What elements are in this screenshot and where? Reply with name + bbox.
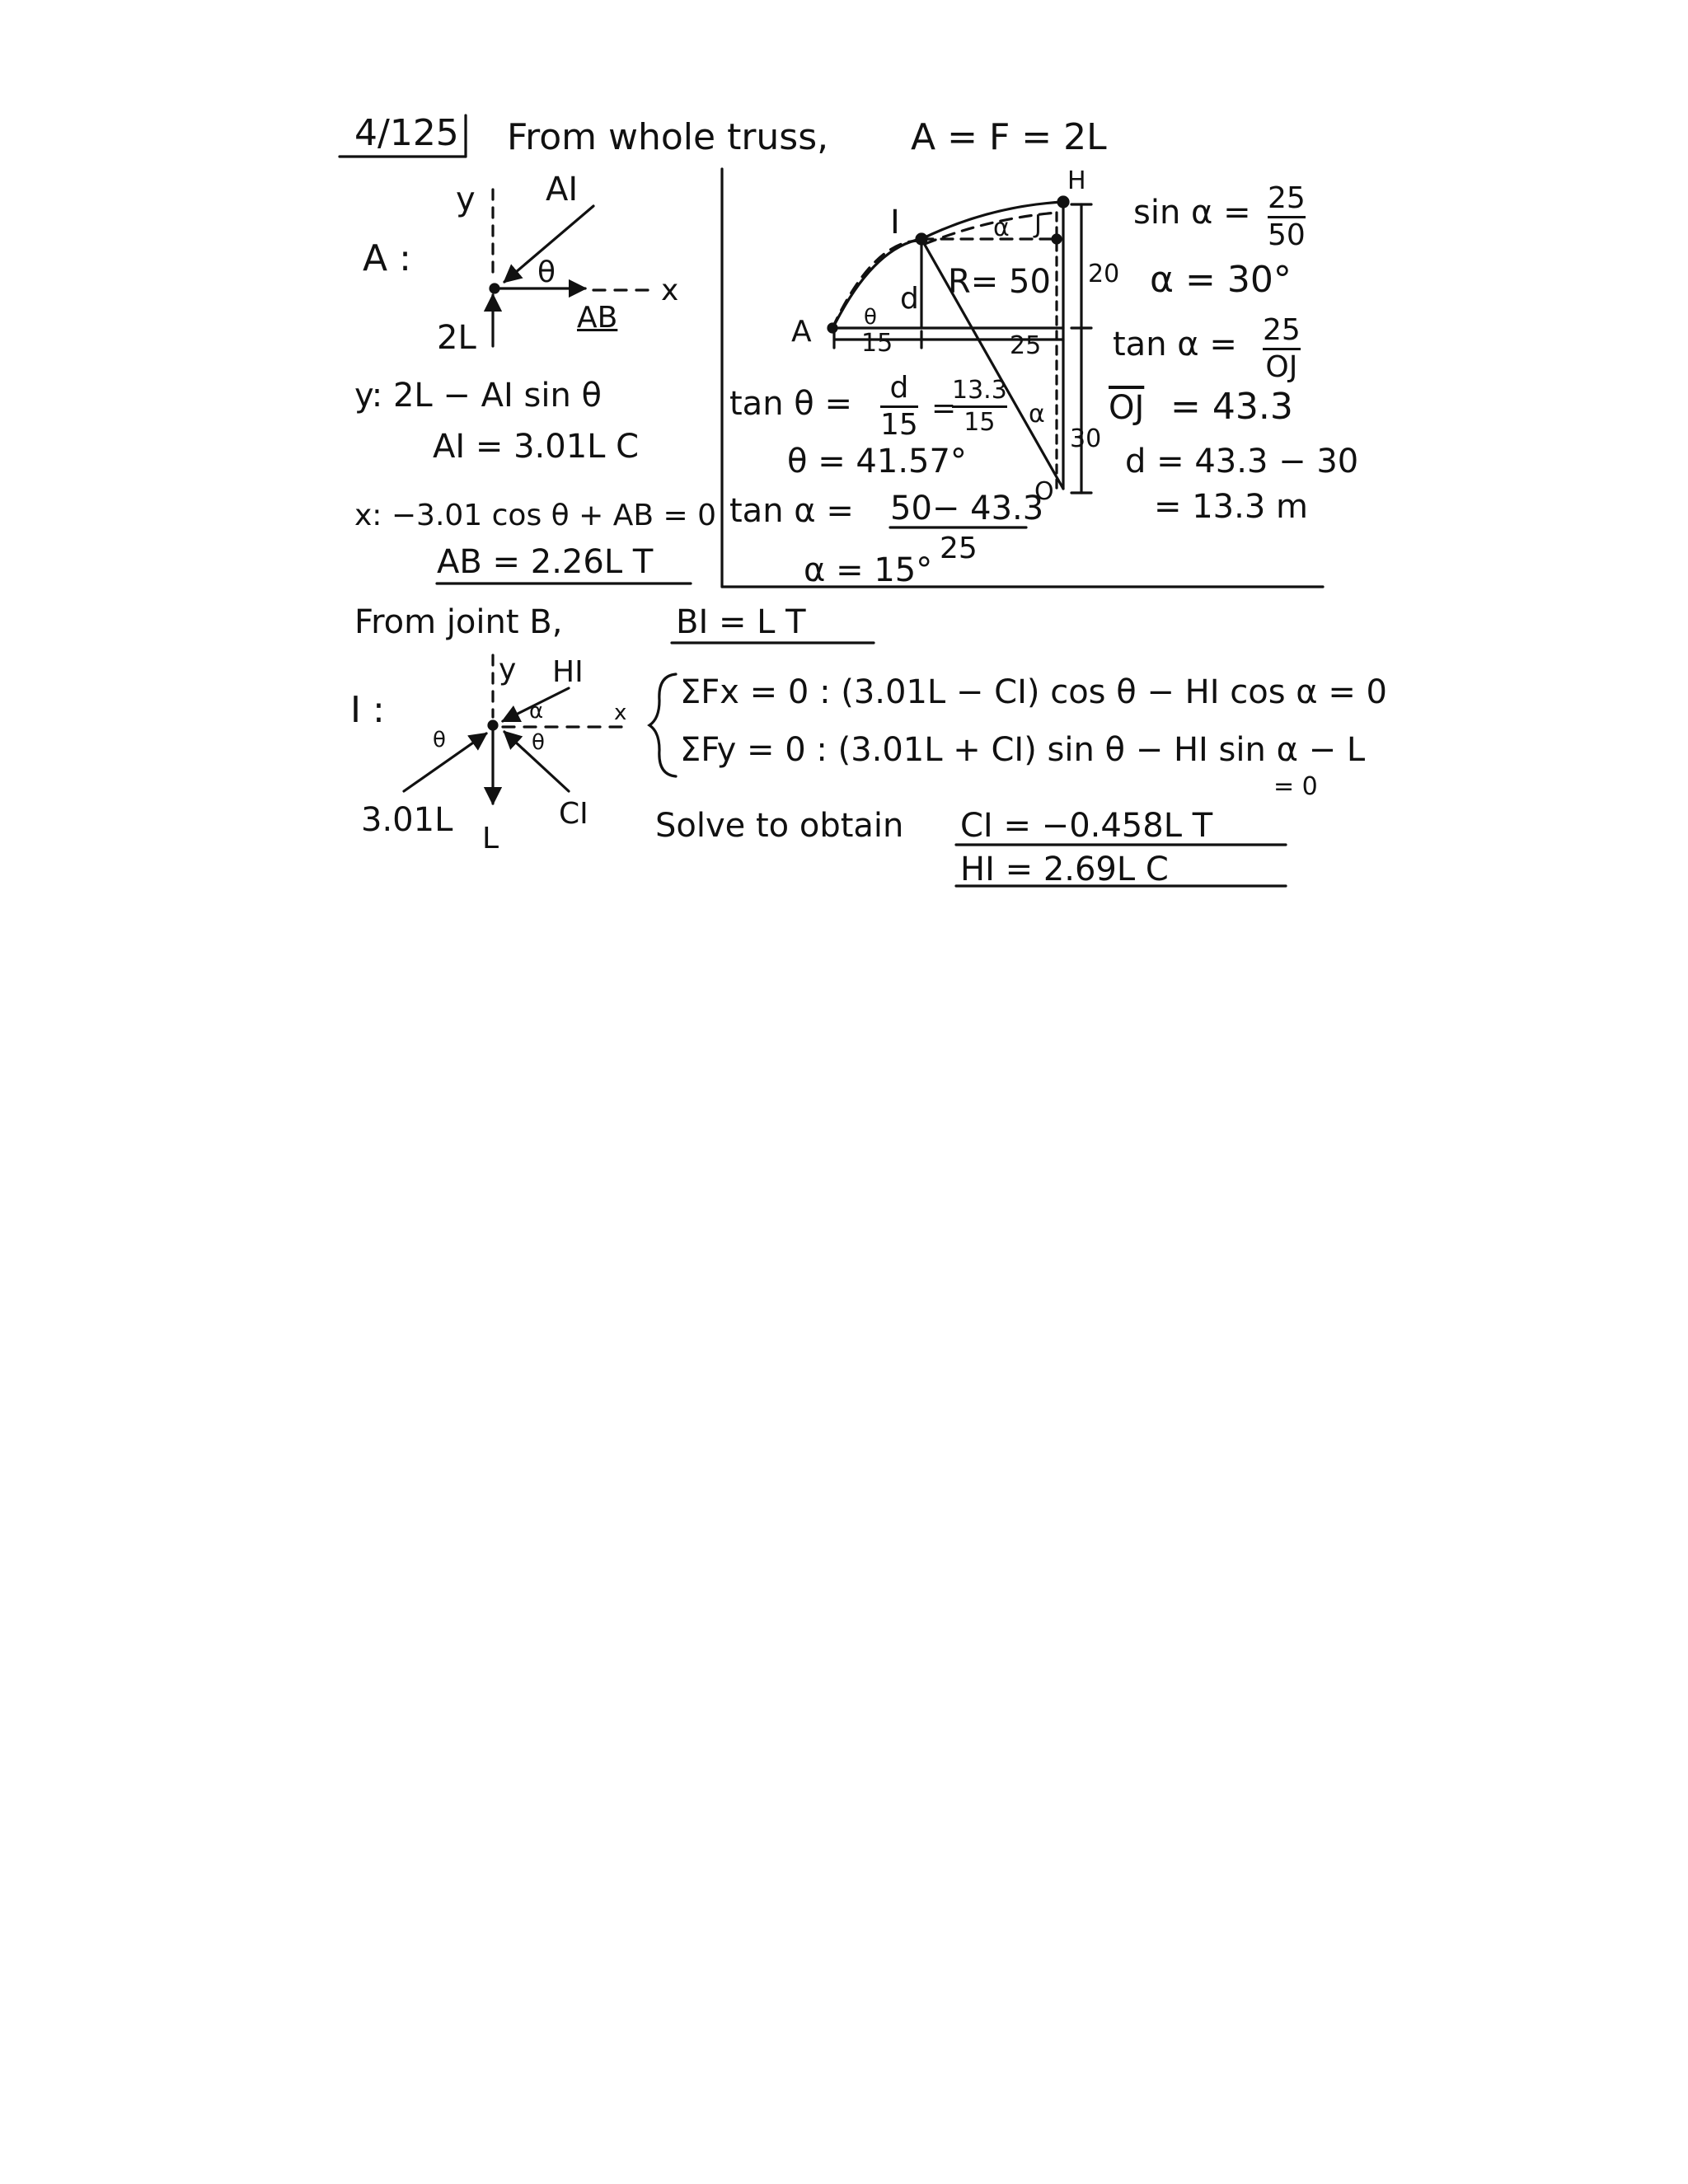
- tan-alpha-den: 25: [940, 532, 978, 565]
- joint-a-x-equation: x: −3.01 cos θ + AB = 0: [354, 499, 717, 532]
- problem-number: 4/125: [354, 112, 459, 154]
- joint-a-axis-y: y: [456, 180, 476, 218]
- point-h-label: H: [1067, 166, 1086, 195]
- d-calculation: d = 43.3 − 30: [1125, 443, 1359, 480]
- dimension-d-label: d: [900, 282, 919, 316]
- alpha-result: α = 15°: [804, 551, 933, 589]
- oj-value: = 43.3: [1170, 386, 1293, 428]
- support-reactions-result: A = F = 2L: [911, 116, 1107, 158]
- dimension-25-label: 25: [1010, 331, 1042, 360]
- point-j-label: J: [1034, 210, 1042, 239]
- equation-sum-fy: ΣFy = 0 : (3.01L + CI) sin θ − HI sin α − L: [680, 731, 1366, 769]
- equation-sum-fy-rhs: = 0: [1273, 772, 1318, 801]
- joint-i-axis-x: x: [614, 701, 627, 725]
- tan-theta-lhs: tan θ =: [729, 385, 852, 423]
- tan-theta-den-1: 15: [880, 407, 918, 442]
- theta-result: θ = 41.57°: [787, 443, 967, 480]
- ci-result: CI = −0.458L T: [960, 807, 1213, 845]
- load-l-label: L: [482, 822, 499, 855]
- force-ci-label: CI: [559, 797, 588, 831]
- joint-a-y-equation: y: 2L − AI sin θ: [354, 377, 602, 415]
- force-3-01l-label: 3.01L: [361, 801, 453, 839]
- alpha-mid-label: α: [1029, 400, 1045, 429]
- ab-result: AB = 2.26L T: [437, 543, 654, 581]
- header-statement: From whole truss,: [507, 116, 829, 158]
- joint-a-theta: θ: [537, 255, 556, 289]
- tan-theta-num-1: d: [889, 371, 909, 405]
- ai-result: AI = 3.01L C: [433, 428, 640, 466]
- force-ai-label: AI: [546, 171, 579, 209]
- joint-a-axis-x: x: [661, 274, 679, 307]
- tan-theta-equals: =: [931, 391, 957, 425]
- force-ab-label: AB: [577, 301, 618, 335]
- oj-label: $\overline{OJ}$: [1109, 389, 1145, 427]
- tan-alpha-oj-num: 25: [1263, 313, 1301, 347]
- reaction-2l-label: 2L: [437, 319, 476, 357]
- dimension-30-label: 30: [1070, 424, 1102, 453]
- tan-alpha-oj-lhs: tan α =: [1113, 326, 1237, 363]
- sin-alpha-lhs: sin α =: [1133, 194, 1251, 232]
- tan-alpha-lhs: tan α =: [729, 492, 854, 530]
- joint-i-label: I :: [350, 689, 385, 731]
- tan-alpha-oj-den: OJ: [1265, 349, 1298, 384]
- joint-b-statement: From joint B,: [354, 603, 563, 641]
- sin-alpha-fraction: [1268, 183, 1306, 251]
- geometry-theta-label: θ: [864, 305, 877, 330]
- radius-label: R= 50: [948, 263, 1051, 301]
- joint-b-result: BI = L T: [676, 603, 806, 641]
- hi-result: HI = 2.69L C: [960, 851, 1169, 888]
- d-result: = 13.3 m: [1154, 488, 1308, 526]
- point-o-label: O: [1034, 477, 1054, 506]
- sin-alpha-den: 50: [1268, 218, 1306, 252]
- tan-alpha-oj-fraction: [1263, 315, 1301, 383]
- equation-sum-fx: ΣFx = 0 : (3.01L − CI) cos θ − HI cos α = 0: [680, 673, 1388, 711]
- sin-alpha-num: 25: [1268, 181, 1306, 215]
- dimension-20-label: 20: [1088, 260, 1120, 288]
- tan-theta-num-2: 13.3: [952, 376, 1007, 405]
- joint-a-label: A :: [363, 237, 411, 279]
- point-i-label: I: [890, 204, 900, 241]
- solve-statement: Solve to obtain: [655, 807, 904, 845]
- alpha-top-label: α: [993, 213, 1010, 242]
- joint-i-alpha: α: [529, 699, 544, 724]
- tan-theta-fraction-1: [880, 373, 918, 441]
- alpha-30-result: α = 30°: [1150, 259, 1292, 301]
- tan-theta-den-2: 15: [964, 407, 996, 437]
- joint-i-theta-left: θ: [433, 728, 446, 752]
- dimension-15-label: 15: [861, 329, 893, 358]
- force-hi-label: HI: [552, 655, 584, 689]
- tan-alpha-num: 50− 43.3: [890, 490, 1044, 527]
- tan-theta-fraction-2: [952, 377, 1007, 435]
- joint-i-axis-y: y: [499, 653, 517, 687]
- joint-i-theta-right: θ: [532, 730, 545, 755]
- point-a-label: A: [791, 315, 812, 349]
